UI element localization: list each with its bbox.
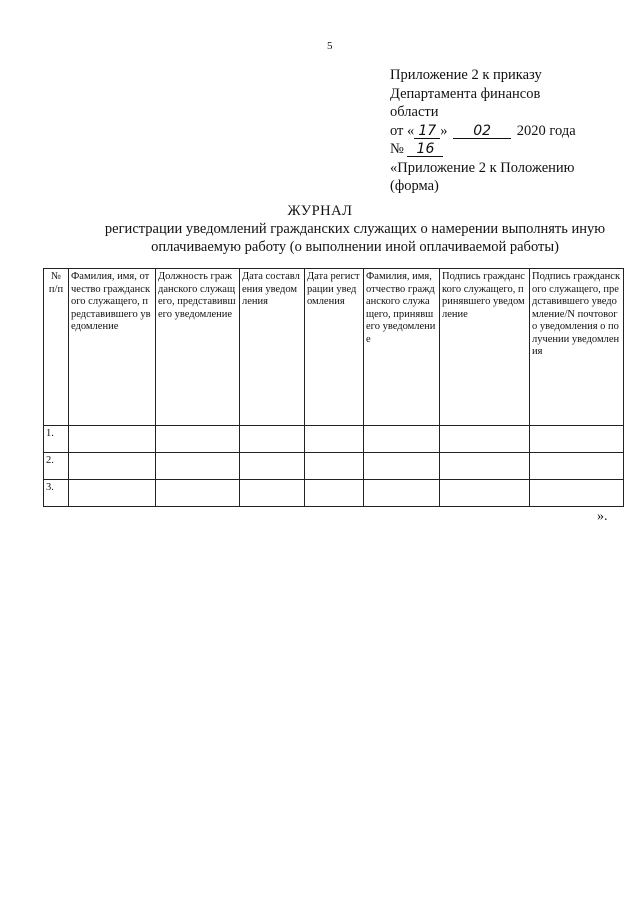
- table-cell: [305, 480, 364, 507]
- header-cell: Фамилия, имя, отчество гражданского служащего, представившего уведомление: [69, 269, 156, 426]
- table-row: [44, 426, 624, 453]
- closing-quote: ».: [597, 509, 608, 524]
- number-prefix: №: [390, 141, 404, 157]
- date-month: 02: [453, 125, 511, 139]
- appendix-number-line: [390, 140, 630, 159]
- table-cell: [530, 453, 624, 480]
- header-cell: № п/п: [44, 269, 69, 426]
- table-cell: [156, 480, 240, 507]
- table-cell: [69, 480, 156, 507]
- table-cell: [530, 426, 624, 453]
- table-cell: [156, 453, 240, 480]
- appendix-date-line: [390, 122, 630, 141]
- table-cell: [240, 480, 305, 507]
- date-day: 17: [414, 125, 440, 139]
- table-cell: [364, 453, 440, 480]
- number-value: 16: [407, 143, 443, 157]
- table-cell: [69, 453, 156, 480]
- header-cell: Дата составления уведомления: [240, 269, 305, 426]
- table-cell: [364, 426, 440, 453]
- table-cell: [440, 453, 530, 480]
- appendix-line-1: Приложение 2 к приказу: [390, 67, 542, 83]
- table-row: [44, 453, 624, 480]
- header-cell: Должность гражданского служащего, представившего уведомление: [156, 269, 240, 426]
- journal-table: [43, 268, 624, 507]
- header-cell: Подпись гражданского служащего, представившего уведомление/N почтового уведомления о получении уведомления: [530, 269, 624, 426]
- table-cell: [364, 480, 440, 507]
- appendix-line-3: области: [390, 104, 439, 120]
- appendix-line-7: (форма): [390, 178, 439, 194]
- page-number: 5: [327, 40, 333, 52]
- table-row: [44, 480, 624, 507]
- document-subtitle: регистрации уведомлений гражданских служащих о намерении выполнять иную оплачиваемую работу (о выполнении иной оплачиваемой работы): [104, 221, 606, 255]
- appendix-line-2: Департамента финансов: [390, 85, 541, 102]
- header-cell: Фамилия, имя, отчество гражданского служащего, принявшего уведомление: [364, 269, 440, 426]
- row-number-cell: 1.: [44, 426, 69, 453]
- date-prefix: от «: [390, 122, 415, 139]
- appendix-block: [390, 66, 630, 196]
- appendix-line-6: «Приложение 2 к Положению: [390, 159, 575, 176]
- table-cell: [156, 426, 240, 453]
- table-cell: [305, 453, 364, 480]
- header-row: [44, 269, 624, 426]
- table-cell: [305, 426, 364, 453]
- table-cell: [530, 480, 624, 507]
- table-cell: [69, 426, 156, 453]
- table-cell: [440, 480, 530, 507]
- row-number-cell: 3.: [44, 480, 69, 507]
- document-title: ЖУРНАЛ: [287, 203, 353, 219]
- date-year: 2020 года: [516, 122, 576, 139]
- table-cell: [240, 453, 305, 480]
- header-cell: Дата регистрации уведомления: [305, 269, 364, 426]
- header-cell: Подпись гражданского служащего, принявшего уведомление: [440, 269, 530, 426]
- row-number-cell: 2.: [44, 453, 69, 480]
- table-cell: [440, 426, 530, 453]
- table-cell: [240, 426, 305, 453]
- date-mid: »: [440, 122, 448, 139]
